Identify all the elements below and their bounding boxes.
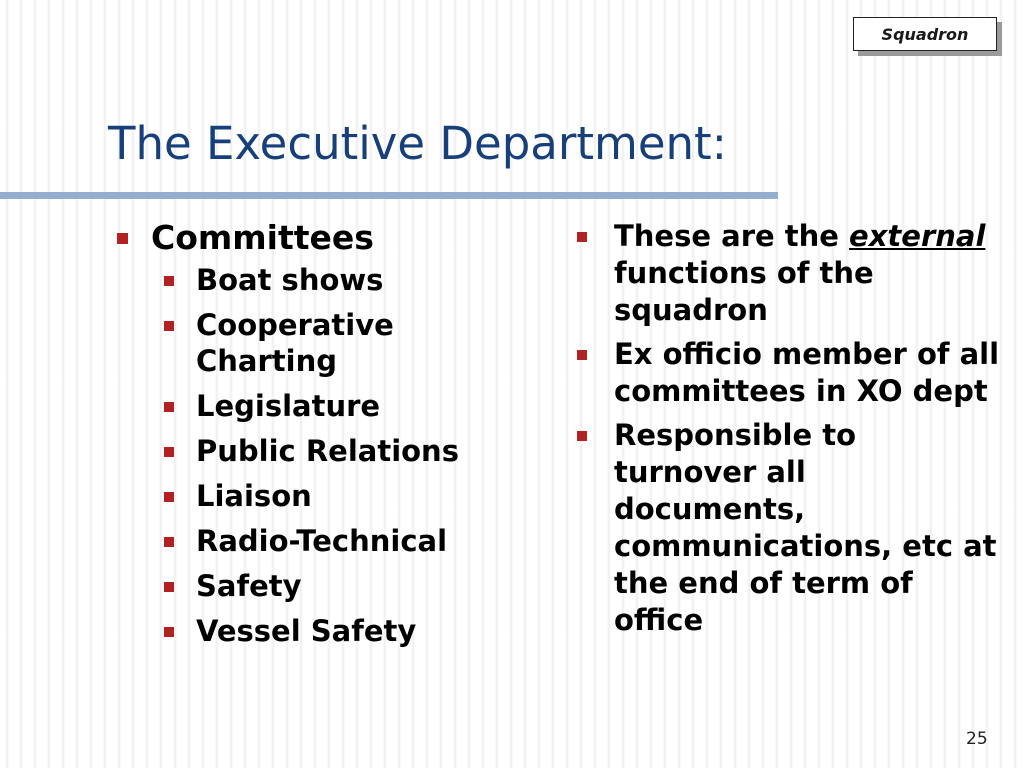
- list-item: [164, 307, 537, 379]
- list-item: [164, 433, 537, 469]
- square-bullet-icon: [577, 350, 587, 360]
- committees-list: [117, 216, 537, 260]
- list-item: [164, 613, 537, 649]
- committee-label: Boat shows: [196, 263, 384, 297]
- square-bullet-icon: [164, 492, 174, 502]
- square-bullet-icon: [164, 276, 174, 286]
- square-bullet-icon: [577, 232, 587, 242]
- list-item: [164, 523, 537, 559]
- function-text-before: These are the: [614, 219, 839, 253]
- list-item: [164, 388, 537, 424]
- function-label: Responsible to turnover all documents, communications, etc at the end of term of office: [614, 418, 997, 637]
- function-text-after: functions of the squadron: [614, 256, 874, 327]
- square-bullet-icon: [164, 582, 174, 592]
- square-bullet-icon: [117, 233, 128, 244]
- committees-heading-item: [117, 216, 537, 260]
- list-item: [164, 568, 537, 604]
- squadron-badge: [853, 17, 997, 51]
- committees-column: [117, 216, 537, 649]
- list-item: [577, 218, 1007, 329]
- square-bullet-icon: [164, 627, 174, 637]
- squadron-badge-label: Squadron: [881, 24, 969, 44]
- slide-title: The Executive Department:: [108, 117, 727, 170]
- list-item: [164, 262, 537, 298]
- square-bullet-icon: [164, 402, 174, 412]
- function-label: Ex officio member of all committees in XO dept: [614, 337, 1000, 408]
- title-divider: [0, 192, 778, 199]
- square-bullet-icon: [577, 431, 587, 441]
- list-item: [577, 417, 1007, 639]
- committee-items: [164, 262, 537, 649]
- committee-label: Radio-Technical: [196, 524, 448, 558]
- functions-list: [577, 218, 1007, 639]
- function-emphasis: external: [849, 219, 986, 253]
- list-item: [577, 336, 1007, 410]
- committees-heading: Committees: [151, 218, 374, 257]
- committee-label: Safety: [196, 569, 302, 603]
- committee-label: Cooperative Charting: [196, 308, 394, 378]
- square-bullet-icon: [164, 447, 174, 457]
- page-number: 25: [966, 729, 988, 749]
- list-item: [164, 478, 537, 514]
- committee-label: Vessel Safety: [196, 614, 417, 648]
- square-bullet-icon: [164, 537, 174, 547]
- committee-label: Liaison: [196, 479, 312, 513]
- committee-label: Public Relations: [196, 434, 459, 468]
- functions-column: [577, 218, 1007, 646]
- committee-label: Legislature: [196, 389, 381, 423]
- square-bullet-icon: [164, 321, 174, 331]
